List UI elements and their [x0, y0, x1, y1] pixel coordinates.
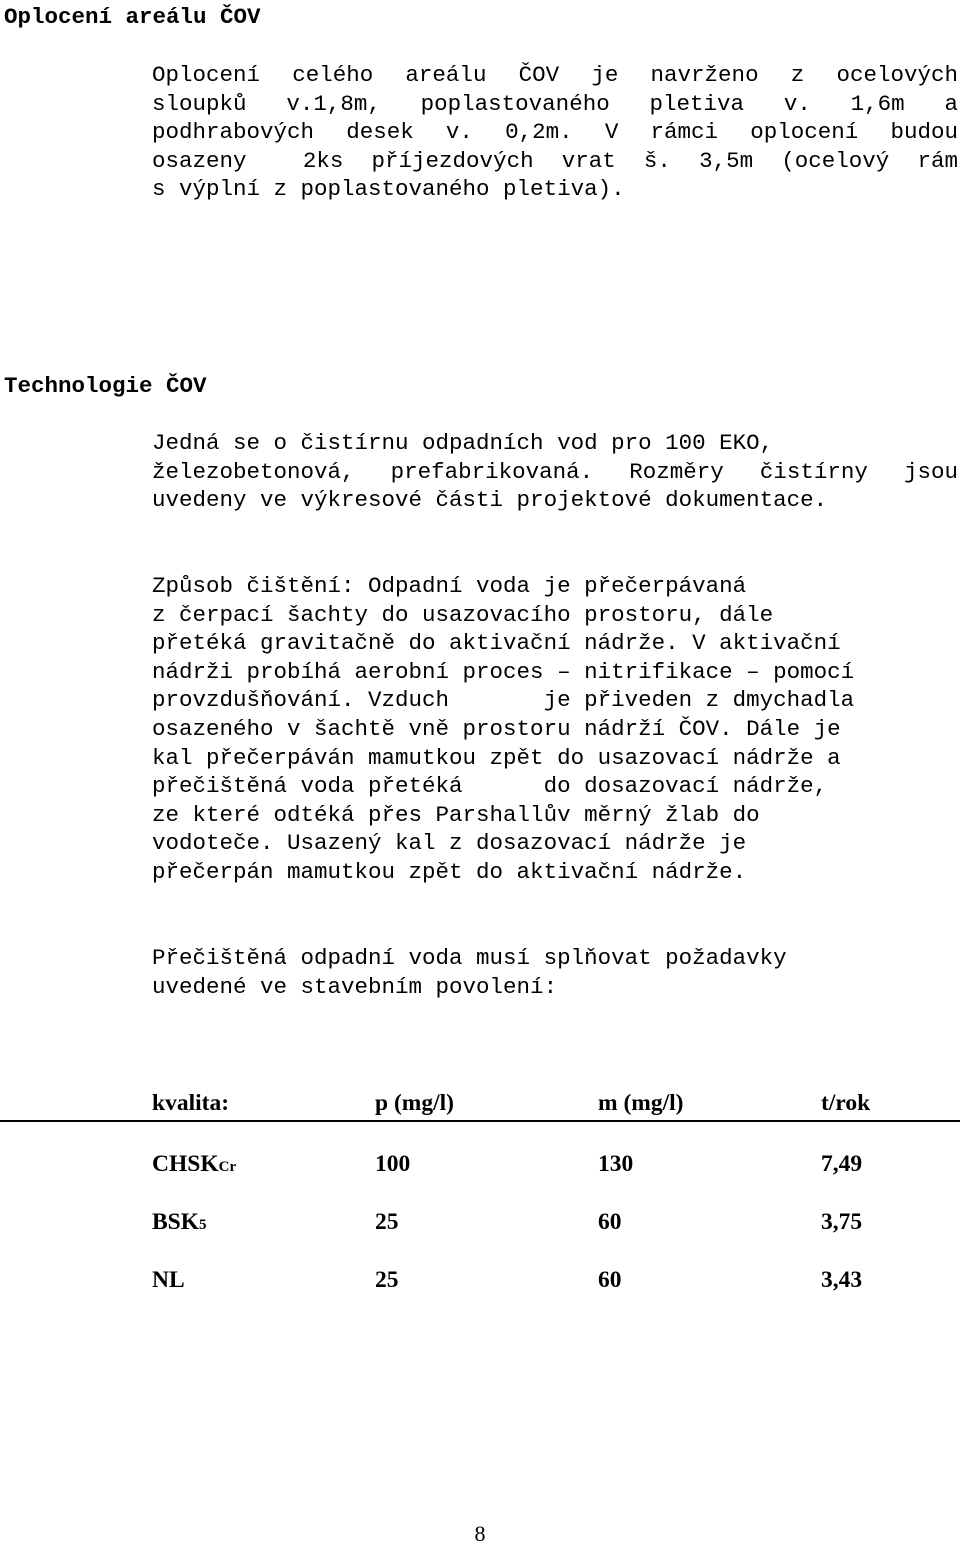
process-line: přečerpán mamutkou zpět do aktivační nádrže.	[152, 858, 747, 885]
table-header-row	[0, 1088, 960, 1118]
table-cell-m: 60	[598, 1267, 622, 1293]
technology-intro-line: Jedná se o čistírnu odpadních vod pro 100 EKO,	[152, 430, 774, 456]
table-cell-p: 100	[375, 1151, 411, 1177]
table-cell-p: 25	[375, 1267, 399, 1293]
table-cell-t: 3,75	[821, 1209, 863, 1235]
table-cell-parameter	[152, 1265, 185, 1298]
technology-process-paragraph	[152, 572, 958, 887]
technology-intro-line: železobetonová, prefabrikovaná. Rozměry čistírny jsou	[152, 458, 958, 485]
process-line: osazeného v šachtě vně prostoru nádrží ČOV. Dále je	[152, 715, 841, 742]
technology-heading: Technologie ČOV	[4, 373, 207, 399]
table-cell-parameter	[152, 1207, 207, 1240]
table-cell-m: 130	[598, 1151, 634, 1177]
process-line: nádrži probíhá aerobní proces – nitrifikace – pomocí	[152, 658, 855, 685]
page-number: 8	[474, 1521, 486, 1546]
table-header-cell: t/rok	[821, 1090, 871, 1116]
process-line: provzdušňování. Vzduch je přiveden z dmychadla	[152, 687, 855, 714]
process-line: z čerpací šachty do usazovacího prostoru, dále	[152, 601, 774, 628]
process-line: přečištěná voda přetéká do dosazovací nádrže,	[152, 773, 828, 800]
process-line: přetéká gravitačně do aktivační nádrže. V aktivační	[152, 630, 841, 657]
technology-intro-paragraph	[152, 429, 958, 515]
process-line: Způsob čištění: Odpadní voda je přečerpávaná	[152, 573, 747, 599]
process-line: kal přečerpáván mamutkou zpět do usazovací nádrže a	[152, 744, 841, 771]
requirements-paragraph	[152, 944, 958, 1001]
parameter-name: NL	[152, 1267, 185, 1293]
table-cell-parameter	[152, 1149, 236, 1182]
fence-line: Oplocení celého areálu ČOV je navrženo z ocelových	[152, 62, 958, 88]
table-header-cell: p (mg/l)	[375, 1090, 454, 1116]
fence-line: podhrabových desek v. 0,2m. V rámci oplocení budou	[152, 119, 958, 146]
table-cell-p: 25	[375, 1209, 399, 1235]
requirements-line: Přečištěná odpadní voda musí splňovat požadavky	[152, 945, 787, 971]
table-row	[0, 1207, 960, 1237]
parameter-subscript: 5	[199, 1217, 207, 1233]
table-header-cell: m (mg/l)	[598, 1090, 684, 1116]
table-row	[0, 1149, 960, 1179]
technology-intro-line: uvedeny ve výkresové části projektové dokumentace.	[152, 487, 828, 514]
fence-line: sloupků v.1,8m, poplastovaného pletiva v. 1,6m a	[152, 90, 958, 117]
requirements-line: uvedené ve stavebním povolení:	[152, 973, 558, 1000]
table-row	[0, 1265, 960, 1295]
process-line: vodoteče. Usazený kal z dosazovací nádrže je	[152, 830, 747, 857]
parameter-subscript: Cr	[218, 1159, 237, 1175]
fence-line: osazeny 2ks příjezdových vrat š. 3,5m (ocelový rám	[152, 147, 958, 174]
table-cell-t: 7,49	[821, 1151, 863, 1177]
fence-heading: Oplocení areálu ČOV	[4, 4, 261, 30]
fence-line: s výplní z poplastovaného pletiva).	[152, 176, 625, 203]
parameter-name: BSK	[152, 1209, 200, 1235]
parameter-name: CHSK	[152, 1151, 219, 1177]
process-line: ze které odtéká přes Parshallův měrný žlab do	[152, 801, 760, 828]
fence-paragraph	[152, 61, 958, 204]
table-header-divider	[0, 1120, 960, 1122]
table-cell-m: 60	[598, 1209, 622, 1235]
table-header-cell: kvalita:	[152, 1090, 230, 1116]
table-cell-t: 3,43	[821, 1267, 863, 1293]
